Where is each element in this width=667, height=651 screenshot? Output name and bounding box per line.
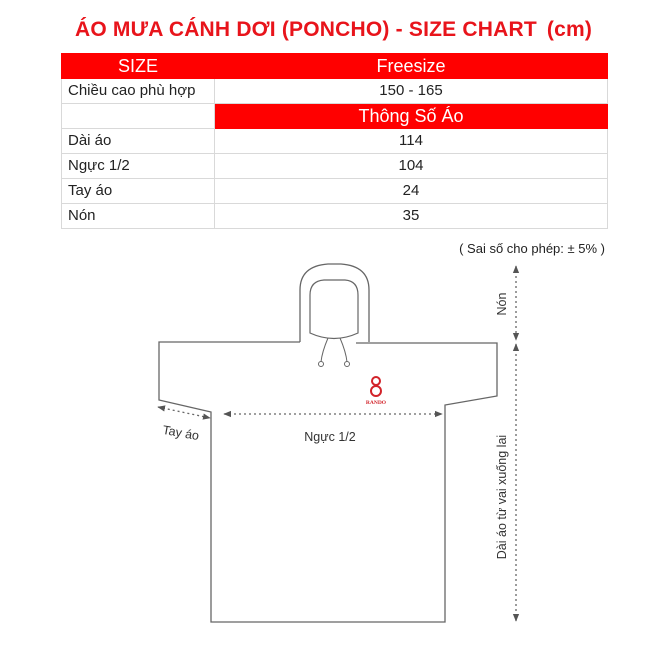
rando-logo xyxy=(366,377,387,406)
hood-label: Nón xyxy=(495,292,509,316)
row-value: 114 xyxy=(215,129,608,154)
drawstring-tip-right xyxy=(345,362,350,367)
row-value: 104 xyxy=(215,154,608,179)
row-value: 35 xyxy=(215,204,608,229)
drawstring-left xyxy=(321,338,328,362)
row-label: Dài áo xyxy=(62,129,215,154)
length-label: Dài áo từ vai xuống lai xyxy=(495,434,509,560)
drawstring-right xyxy=(340,338,347,362)
hood-opening xyxy=(310,280,358,339)
logo-text: RANDO xyxy=(365,400,387,406)
size-header-label: SIZE xyxy=(62,54,215,79)
poncho-outline xyxy=(159,342,497,622)
height-value: 150 - 165 xyxy=(215,79,608,104)
sleeve-label: Tay áo xyxy=(161,422,201,444)
row-label: Tay áo xyxy=(62,179,215,204)
row-label: Ngực 1/2 xyxy=(62,154,215,179)
height-label: Chiều cao phù hợp xyxy=(62,79,215,104)
row-label: Nón xyxy=(62,204,215,229)
tolerance-note: ( Sai số cho phép: ± 5% ) xyxy=(459,241,605,256)
spec-header-label: Thông Số Áo xyxy=(215,104,608,129)
title-unit: (cm) xyxy=(546,18,593,41)
chest-label: Ngực 1/2 xyxy=(304,430,356,444)
row-value: 24 xyxy=(215,179,608,204)
sleeve-measure-line xyxy=(158,407,210,418)
drawstring-tip-left xyxy=(319,362,324,367)
size-header-value: Freesize xyxy=(215,54,608,79)
title-main: ÁO MƯA CÁNH DƠI (PONCHO) - SIZE CHART xyxy=(74,18,537,41)
